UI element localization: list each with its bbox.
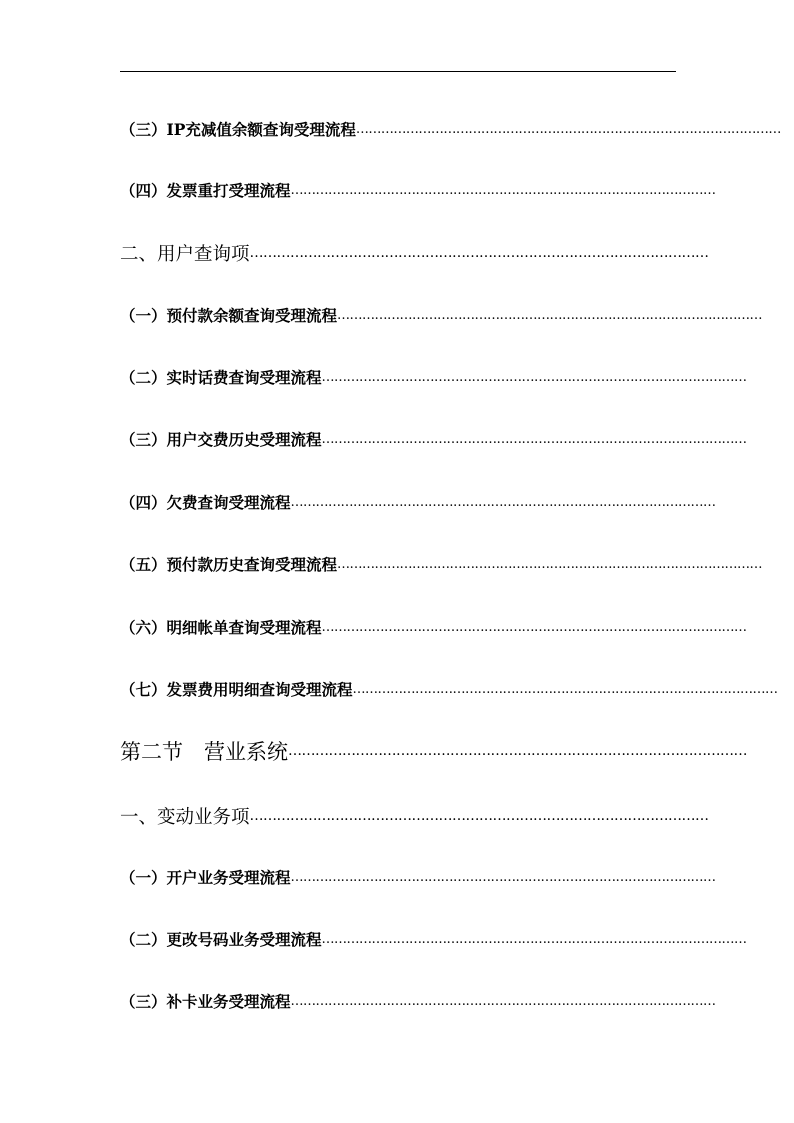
toc-dot-leader: ………………………………………………………………………………………… [321,369,747,385]
toc-dot-leader: ………………………………………………………………………………………… [355,121,781,137]
toc-entry [120,924,747,954]
toc-entry-title: （四）发票重打受理流程 [120,181,291,200]
toc-dot-leader: ………………………………………………………………………………………… [249,808,709,824]
toc-entry [120,175,716,205]
toc-dot-leader: ………………………………………………………………………………………… [290,993,716,1009]
toc-dot-leader: ………………………………………………………………………………………… [288,743,747,759]
toc-entry-title: （七）发票费用明细查询受理流程 [120,680,353,699]
toc-dot-leader: ………………………………………………………………………………………… [290,494,716,510]
toc-entry [120,424,747,454]
toc-entry [120,549,763,579]
toc-entry-title: （四）欠费查询受理流程 [120,493,291,512]
toc-entry-title: （六）明细帐单查询受理流程 [120,618,322,637]
toc-entry-title: （三）补卡业务受理流程 [120,992,291,1011]
toc-entry [120,862,716,892]
toc-entry [120,238,709,268]
toc-entry-title: （五）预付款历史查询受理流程 [120,555,338,574]
toc-dot-leader: ………………………………………………………………………………………… [337,307,763,323]
toc-entry [120,801,709,831]
toc-entry-title: （二）更改号码业务受理流程 [120,930,322,949]
toc-entry-title: 第二节 营业系统 [120,740,288,764]
toc-entry [120,487,716,517]
toc-dot-leader: ………………………………………………………………………………………… [249,245,709,261]
toc-entry [120,300,763,330]
toc-entry [120,612,747,642]
toc-entry-title: 二、用户查询项 [120,244,250,265]
toc-dot-leader: ………………………………………………………………………………………… [337,556,763,572]
toc-entry [120,736,747,766]
toc-entry-title: （一）开户业务受理流程 [120,868,291,887]
toc-entry-title: （三）用户交费历史受理流程 [120,430,322,449]
toc-dot-leader: ………………………………………………………………………………………… [290,182,716,198]
toc-entry-title: （三）IP充减值余额查询受理流程 [120,120,356,139]
toc-dot-leader: ………………………………………………………………………………………… [321,431,747,447]
toc-dot-leader: ………………………………………………………………………………………… [290,869,716,885]
toc-dot-leader: ………………………………………………………………………………………… [352,681,778,697]
toc-entry-title: （一）预付款余额查询受理流程 [120,306,338,325]
toc-entry [120,362,747,392]
toc-entry [120,114,781,144]
toc-dot-leader: ………………………………………………………………………………………… [321,931,747,947]
toc-entry-title: （二）实时话费查询受理流程 [120,368,322,387]
toc-entry [120,986,716,1016]
toc-entry [120,674,778,704]
toc-dot-leader: ………………………………………………………………………………………… [321,619,747,635]
toc-entry-title: 一、变动业务项 [120,807,250,828]
